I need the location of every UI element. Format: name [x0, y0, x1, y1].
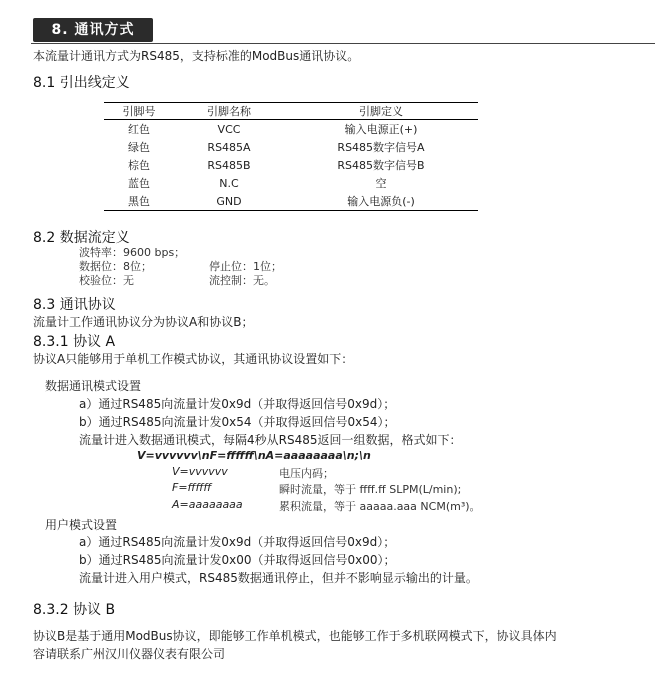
section-8-title: 8. 通讯方式 — [33, 18, 153, 42]
table-header-cell: 引脚定义 — [284, 103, 478, 120]
section-8-intro: 本流量计通讯方式为RS485，支持标准的ModBus通讯协议。 — [33, 49, 360, 63]
accumulated-key: A=aaaaaaaa — [172, 498, 243, 511]
user-mode-step-b: b）通过RS485向流量计发0x00（并取得返回信号0x00）； — [79, 553, 396, 567]
user-mode-heading: 用户模式设置 — [45, 518, 118, 532]
data-mode-step-b: b）通过RS485向流量计发0x54（并取得返回信号0x54）； — [79, 415, 396, 429]
table-cell: VCC — [217, 122, 241, 136]
data-bits: 数据位：8位； — [79, 260, 152, 273]
table-cell: 绿色 — [128, 141, 150, 154]
table-cell: RS485A — [207, 140, 251, 154]
user-mode-step-a: a）通过RS485向流量计发0x9d（并取得返回信号0x9d）； — [79, 535, 396, 549]
section-8-3-2-heading: 8.3.2 协议 B — [33, 602, 116, 618]
table-cell: 输入电源负(-) — [284, 192, 478, 211]
data-mode-step-a: a）通过RS485向流量计发0x9d（并取得返回信号0x9d）； — [79, 397, 396, 411]
table-cell: N.C — [219, 176, 239, 190]
flow-key: F=ffffff — [172, 481, 212, 494]
table-header-cell: 引脚名称 — [174, 103, 284, 120]
flow-description: 瞬时流量，等于 ffff.ff SLPM(L/min); — [279, 483, 462, 496]
section-8-1-heading: 8.1 引出线定义 — [33, 75, 130, 91]
section-8-3-intro: 流量计工作通讯协议分为协议A和协议B； — [33, 315, 254, 329]
table-cell: RS485B — [207, 158, 251, 172]
voltage-key: V=vvvvvv — [172, 465, 228, 478]
table-row — [104, 138, 478, 156]
table-cell: 蓝色 — [128, 177, 150, 190]
user-mode-description: 流量计进入用户模式，RS485数据通讯停止，但并不影响显示输出的计量。 — [79, 571, 478, 585]
table-header-cell: 引脚号 — [104, 103, 174, 120]
section-8-2-heading: 8.2 数据流定义 — [33, 230, 130, 246]
data-format-string: V=vvvvvv\nF=ffffff\nA=aaaaaaaa\n;\n — [137, 449, 371, 462]
protocol-b-line-1: 协议B是基于通用ModBus协议，即能够工作单机模式，也能够工作于多机联网模式下，协议具体内 — [33, 629, 557, 643]
table-row — [104, 120, 478, 139]
table-header-row — [104, 103, 478, 120]
table-cell: 棕色 — [128, 159, 150, 172]
table-cell: RS485数字信号A — [337, 141, 425, 154]
table-row — [104, 174, 478, 192]
parity-bit: 校验位：无 — [79, 274, 134, 287]
accumulated-description: 累积流量，等于 aaaaa.aaa NCM(m³)。 — [279, 500, 481, 513]
table-cell: 黑色 — [104, 192, 174, 211]
protocol-b-line-2: 容请联系广州汉川仪器仪表有限公司 — [33, 647, 226, 661]
table-cell: RS485数字信号B — [337, 159, 425, 172]
table-cell: 红色 — [128, 123, 150, 136]
table-cell: 空 — [375, 177, 387, 190]
stop-bits: 停止位：1位； — [209, 260, 282, 273]
baud-rate: 波特率：9600 bps； — [79, 246, 186, 259]
data-mode-heading: 数据通讯模式设置 — [45, 379, 142, 393]
section-divider — [31, 43, 655, 44]
table-row — [104, 156, 478, 174]
pin-definition-table — [104, 102, 478, 211]
table-row — [104, 192, 478, 211]
data-mode-description: 流量计进入数据通讯模式，每隔4秒从RS485返回一组数据，格式如下： — [79, 433, 462, 447]
section-8-3-1-heading: 8.3.1 协议 A — [33, 334, 116, 350]
table-cell: 输入电源正(+) — [344, 123, 418, 136]
protocol-a-intro: 协议A只能够用于单机工作模式协议，其通讯协议设置如下： — [33, 352, 354, 366]
flow-control: 流控制：无。 — [209, 274, 275, 287]
section-8-3-heading: 8.3 通讯协议 — [33, 297, 116, 313]
table-cell: GND — [174, 192, 284, 211]
voltage-description: 电压内码； — [279, 467, 334, 480]
